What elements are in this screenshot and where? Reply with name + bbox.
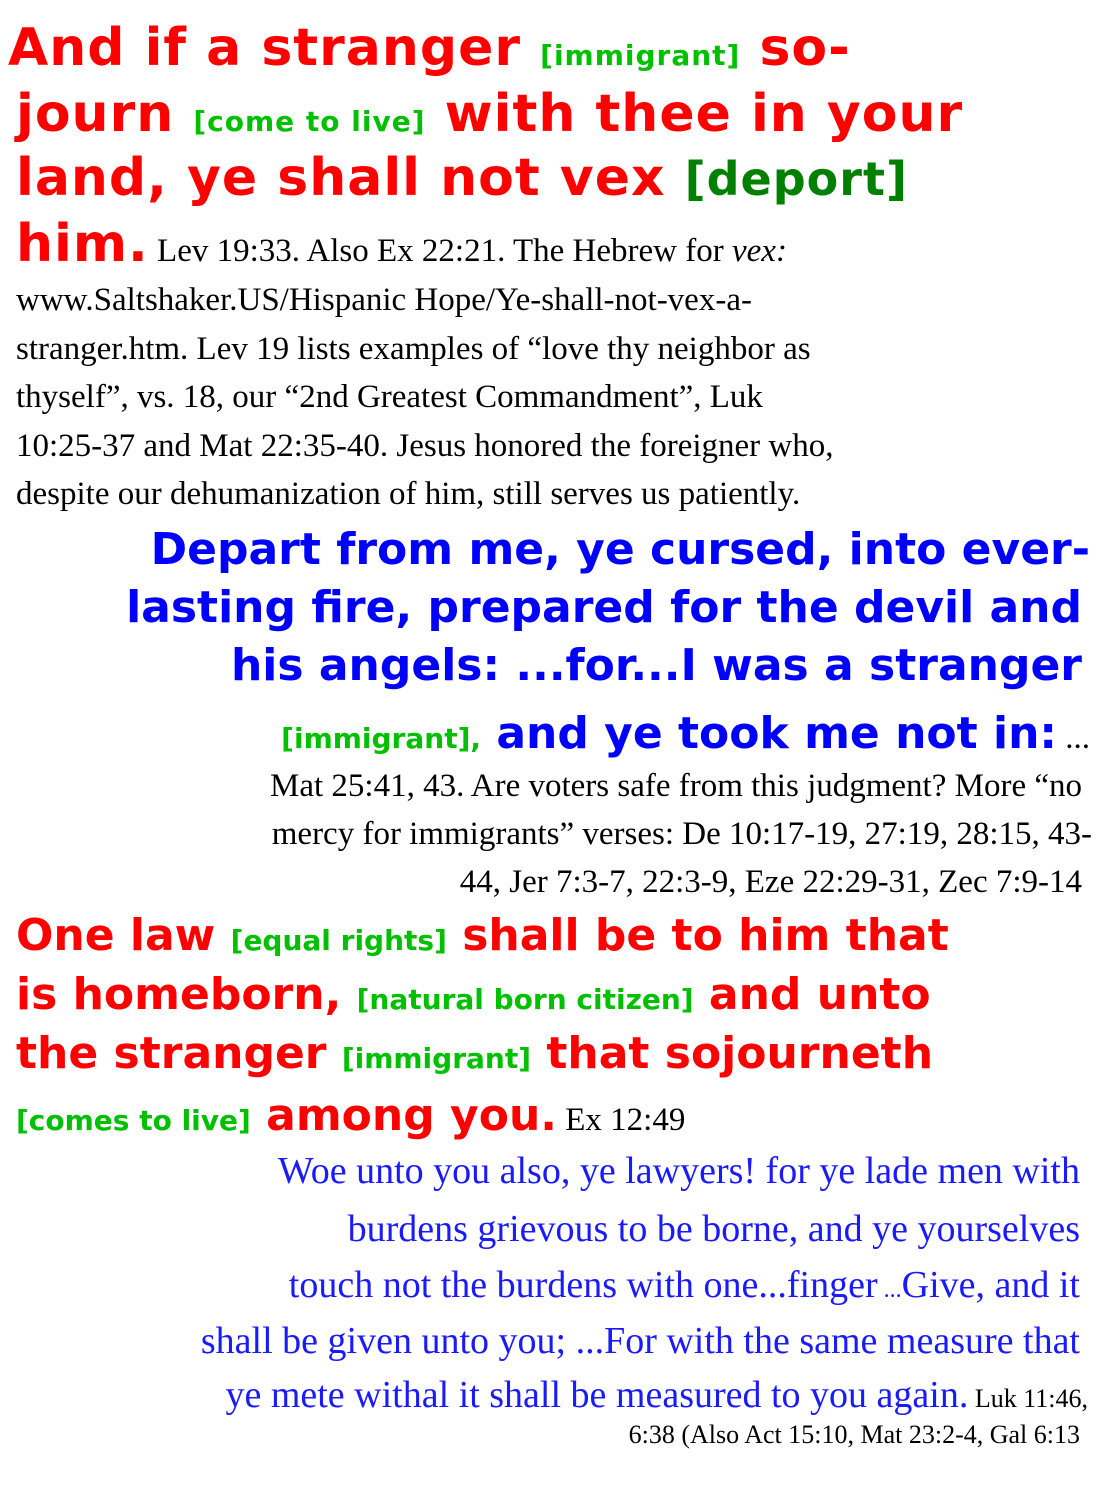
s2-line-5: Mat 25:41, 43. Are voters safe from this judgment? More “no bbox=[270, 768, 1082, 804]
s2-line-2: lasting fire, prepared for the devil and bbox=[126, 582, 1082, 633]
s1-line-1: And if a stranger [immigrant] so- bbox=[8, 18, 851, 78]
s1-line-8: 10:25-37 and Mat 22:35-40. Jesus honored the foreigner who, bbox=[16, 428, 834, 464]
s3-line-2: is homeborn, [natural born citizen] and unto bbox=[16, 969, 931, 1020]
s4-line-6: 6:38 (Also Act 15:10, Mat 23:2-4, Gal 6:13 bbox=[628, 1420, 1080, 1449]
s1-line-3: land, ye shall not vex [deport] bbox=[16, 148, 908, 208]
s2-line-3: his angels: ...for...I was a stranger bbox=[230, 640, 1082, 691]
s2-line-6: mercy for immigrants” verses: De 10:17-19, 27:19, 28:15, 43- bbox=[271, 816, 1092, 852]
s4-line-3: touch not the burdens with one...finger ...Give, and it bbox=[288, 1264, 1080, 1306]
s1-line-6: stranger.htm. Lev 19 lists examples of “love thy neighbor as bbox=[16, 331, 811, 367]
s4-line-2: burdens grievous to be borne, and ye yourselves bbox=[347, 1208, 1080, 1250]
s1-line-9: despite our dehumanization of him, still serves us patiently. bbox=[16, 476, 801, 512]
s1-line-4: him. Lev 19:33. Also Ex 22:21. The Hebrew for vex: bbox=[16, 214, 787, 274]
s1-line-5: www.Saltshaker.US/Hispanic Hope/Ye-shall-not-vex-a- bbox=[16, 282, 752, 318]
s4-line-4: shall be given unto you; ...For with the same measure that bbox=[200, 1320, 1080, 1362]
s1-line-7: thyself”, vs. 18, our “2nd Greatest Commandment”, Luk bbox=[16, 379, 763, 415]
s4-line-1: Woe unto you also, ye lawyers! for ye lade men with bbox=[277, 1150, 1080, 1192]
s4-line-5: ye mete withal it shall be measured to you again. Luk 11:46, bbox=[225, 1374, 1088, 1416]
s2-line-4: [immigrant], and ye took me not in: ... bbox=[281, 708, 1090, 759]
s2-line-7: 44, Jer 7:3-7, 22:3-9, Eze 22:29-31, Zec 7:9-14 bbox=[459, 864, 1082, 900]
s3-line-3: the stranger [immigrant] that sojourneth bbox=[16, 1028, 934, 1079]
s1-line-2: journ [come to live] with thee in your bbox=[16, 84, 964, 144]
s2-line-1: Depart from me, ye cursed, into ever- bbox=[150, 524, 1090, 575]
s3-line-4: [comes to live] among you. Ex 12:49 bbox=[16, 1090, 686, 1141]
s3-line-1: One law [equal rights] shall be to him that bbox=[16, 910, 949, 961]
